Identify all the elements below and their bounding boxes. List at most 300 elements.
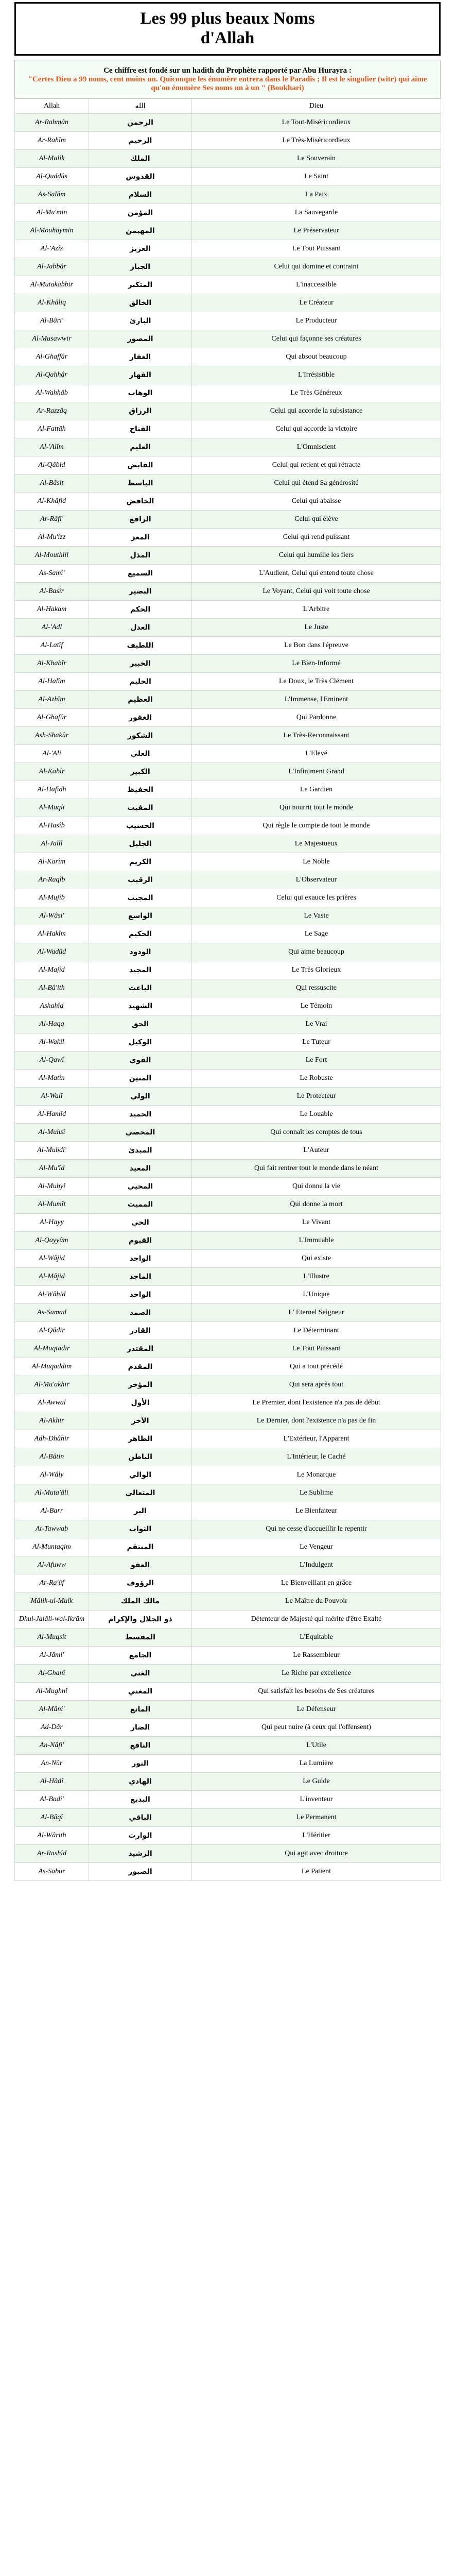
table-row <box>15 1232 441 1250</box>
name-transliteration: Al-Khâliq <box>15 294 89 312</box>
name-arabic: الشهيد <box>89 997 192 1015</box>
name-transliteration: Al-Hafîdh <box>15 781 89 799</box>
name-meaning: Le Bien-Informé <box>192 655 441 673</box>
name-transliteration: Al-Khâfid <box>15 493 89 511</box>
name-meaning: Le Maître du Pouvoir <box>192 1592 441 1611</box>
table-row <box>15 294 441 312</box>
name-transliteration: Al-Muntaqim <box>15 1538 89 1556</box>
name-arabic: الواسع <box>89 907 192 925</box>
name-transliteration: Adh-Dhâhir <box>15 1430 89 1448</box>
name-transliteration: Al-Qawî <box>15 1052 89 1070</box>
name-meaning: Le Tout Puissant <box>192 240 441 258</box>
name-arabic: الخالق <box>89 294 192 312</box>
table-row <box>15 817 441 835</box>
name-arabic: المصور <box>89 330 192 348</box>
name-arabic: الرحيم <box>89 132 192 150</box>
table-row <box>15 420 441 438</box>
table-row <box>15 1574 441 1592</box>
table-row <box>15 1863 441 1881</box>
name-meaning: Qui peut nuire (à ceux qui l'offensent) <box>192 1719 441 1737</box>
name-transliteration: Al-Matîn <box>15 1070 89 1088</box>
table-row <box>15 1178 441 1196</box>
name-transliteration: Al-Hamîd <box>15 1106 89 1124</box>
name-transliteration: Al-Muqsit <box>15 1629 89 1647</box>
name-transliteration: Al-Mubdi' <box>15 1142 89 1160</box>
name-meaning: Qui satisfait les besoins de Ses créatures <box>192 1683 441 1701</box>
name-transliteration: Al-Mu'îd <box>15 1160 89 1178</box>
table-row <box>15 1592 441 1611</box>
table-row <box>15 1052 441 1070</box>
name-transliteration: Al-Jabbâr <box>15 258 89 276</box>
table-row <box>15 673 441 691</box>
name-transliteration: Al-Ghafûr <box>15 709 89 727</box>
name-meaning: Le Vivant <box>192 1214 441 1232</box>
name-meaning: L'Audient, Celui qui entend toute chose <box>192 565 441 583</box>
name-meaning: Le Robuste <box>192 1070 441 1088</box>
table-row <box>15 1683 441 1701</box>
name-arabic: العدل <box>89 619 192 637</box>
table-row <box>15 168 441 186</box>
table-row <box>15 1358 441 1376</box>
name-meaning: Le Témoin <box>192 997 441 1015</box>
column-header-translit: Allah <box>15 99 89 114</box>
name-arabic: السميع <box>89 565 192 583</box>
name-arabic: الخافض <box>89 493 192 511</box>
table-row <box>15 150 441 168</box>
name-arabic: الحكيم <box>89 925 192 943</box>
table-row <box>15 727 441 745</box>
name-arabic: الباطن <box>89 1448 192 1466</box>
name-arabic: القهار <box>89 366 192 384</box>
name-arabic: الودود <box>89 943 192 961</box>
name-transliteration: An-Nûr <box>15 1755 89 1773</box>
table-row <box>15 565 441 583</box>
table-row <box>15 1322 441 1340</box>
table-row <box>15 1070 441 1088</box>
name-transliteration: Al-Wâly <box>15 1466 89 1484</box>
name-arabic: المغني <box>89 1683 192 1701</box>
name-transliteration: Al-'Ali <box>15 745 89 763</box>
table-row <box>15 132 441 150</box>
name-arabic: المعز <box>89 529 192 547</box>
name-arabic: الجبار <box>89 258 192 276</box>
name-arabic: البديع <box>89 1791 192 1809</box>
table-row <box>15 1665 441 1683</box>
table-row <box>15 1015 441 1033</box>
table-row <box>15 763 441 781</box>
name-transliteration: Al-Mouhaymin <box>15 222 89 240</box>
name-arabic: الحق <box>89 1015 192 1033</box>
name-arabic: النور <box>89 1755 192 1773</box>
name-arabic: المعيد <box>89 1160 192 1178</box>
name-transliteration: Ar-Râfi' <box>15 511 89 529</box>
name-arabic: المجيد <box>89 961 192 979</box>
name-arabic: المقدم <box>89 1358 192 1376</box>
name-transliteration: Al-Hâdî <box>15 1773 89 1791</box>
name-transliteration: Al-Khabîr <box>15 655 89 673</box>
name-arabic: المتعالي <box>89 1484 192 1502</box>
name-transliteration: Al-Hakîm <box>15 925 89 943</box>
name-arabic: ذو الجلال والإكرام <box>89 1611 192 1629</box>
name-meaning: Le Producteur <box>192 312 441 330</box>
name-meaning: L'Unique <box>192 1286 441 1304</box>
name-meaning: Celui qui rend puissant <box>192 529 441 547</box>
name-arabic: الهادي <box>89 1773 192 1791</box>
name-arabic: التواب <box>89 1520 192 1538</box>
name-meaning: Le Gardien <box>192 781 441 799</box>
name-arabic: الصبور <box>89 1863 192 1881</box>
table-row <box>15 1124 441 1142</box>
name-arabic: الواجد <box>89 1250 192 1268</box>
name-transliteration: Al-Musawwir <box>15 330 89 348</box>
table-row <box>15 1430 441 1448</box>
name-arabic: الرقيب <box>89 871 192 889</box>
name-meaning: L'Indulgent <box>192 1556 441 1574</box>
name-arabic: المنتقم <box>89 1538 192 1556</box>
table-row <box>15 1755 441 1773</box>
name-transliteration: Al-Wâsi' <box>15 907 89 925</box>
name-arabic: الظاهر <box>89 1430 192 1448</box>
name-transliteration: Al-Hayy <box>15 1214 89 1232</box>
table-row <box>15 493 441 511</box>
table-row <box>15 691 441 709</box>
name-meaning: Le Vengeur <box>192 1538 441 1556</box>
name-transliteration: Al-Basîr <box>15 583 89 601</box>
name-arabic: الملك <box>89 150 192 168</box>
table-row <box>15 438 441 456</box>
name-meaning: L'Auteur <box>192 1142 441 1160</box>
name-transliteration: Al-Qahhâr <box>15 366 89 384</box>
name-transliteration: As-Salâm <box>15 186 89 204</box>
name-meaning: L'inaccessible <box>192 276 441 294</box>
name-transliteration: Al-Halîm <box>15 673 89 691</box>
table-row <box>15 1286 441 1304</box>
table-row <box>15 1520 441 1538</box>
name-transliteration: Al-Jâmi' <box>15 1647 89 1665</box>
name-meaning: Le Majestueux <box>192 835 441 853</box>
name-arabic: الواحد <box>89 1286 192 1304</box>
table-row <box>15 547 441 565</box>
name-transliteration: Ar-Rahmân <box>15 114 89 132</box>
name-transliteration: Al-Muhyî <box>15 1178 89 1196</box>
title-line-1: Les 99 plus beaux Noms <box>140 9 315 28</box>
name-arabic: الغفور <box>89 709 192 727</box>
table-row <box>15 1412 441 1430</box>
name-meaning: Le Déterminant <box>192 1322 441 1340</box>
name-meaning: Le Dernier, dont l'existence n'a pas de fin <box>192 1412 441 1430</box>
name-meaning: L'Equitable <box>192 1629 441 1647</box>
name-transliteration: Al-Qâdir <box>15 1322 89 1340</box>
name-arabic: الكبير <box>89 763 192 781</box>
name-transliteration: Al-Wadûd <box>15 943 89 961</box>
name-transliteration: Al-'Alîm <box>15 438 89 456</box>
name-transliteration: Al-Ghanî <box>15 1665 89 1683</box>
name-meaning: Le Rassembleur <box>192 1647 441 1665</box>
table-row <box>15 1448 441 1466</box>
name-arabic: العليم <box>89 438 192 456</box>
name-arabic: العفو <box>89 1556 192 1574</box>
name-arabic: اللطيف <box>89 637 192 655</box>
name-meaning: Le Souverain <box>192 150 441 168</box>
column-header-arabic: الله <box>89 99 192 114</box>
name-transliteration: Ar-Razzâq <box>15 402 89 420</box>
name-transliteration: Al-'Adl <box>15 619 89 637</box>
table-row <box>15 511 441 529</box>
name-transliteration: Al-Mouthill <box>15 547 89 565</box>
name-meaning: Le Bon dans l'épreuve <box>192 637 441 655</box>
name-meaning: Qui donne la vie <box>192 1178 441 1196</box>
table-row <box>15 925 441 943</box>
name-arabic: الحميد <box>89 1106 192 1124</box>
name-meaning: Le Créateur <box>192 294 441 312</box>
name-meaning: La Sauvegarde <box>192 204 441 222</box>
name-meaning: Détenteur de Majesté qui mérite d'être Exalté <box>192 1611 441 1629</box>
name-arabic: المقيت <box>89 799 192 817</box>
table-row <box>15 1160 441 1178</box>
name-meaning: Qui ressuscite <box>192 979 441 997</box>
table-row <box>15 456 441 474</box>
name-transliteration: Ar-Ra'ûf <box>15 1574 89 1592</box>
table-row <box>15 204 441 222</box>
name-transliteration: Al-Hakam <box>15 601 89 619</box>
name-transliteration: Al-Mughnî <box>15 1683 89 1701</box>
name-arabic: الوكيل <box>89 1033 192 1052</box>
name-arabic: العظيم <box>89 691 192 709</box>
name-meaning: Le Très Glorieux <box>192 961 441 979</box>
name-meaning: Qui donne la mort <box>192 1196 441 1214</box>
name-arabic: الحكم <box>89 601 192 619</box>
name-transliteration: Al-Muta'âli <box>15 1484 89 1502</box>
table-row <box>15 889 441 907</box>
name-meaning: Celui qui abaisse <box>192 493 441 511</box>
table-row <box>15 114 441 132</box>
name-transliteration: Al-Mu'izz <box>15 529 89 547</box>
name-meaning: Celui qui exauce les prières <box>192 889 441 907</box>
name-meaning: Le Guide <box>192 1773 441 1791</box>
name-transliteration: Al-Muqît <box>15 799 89 817</box>
name-transliteration: Ad-Dâr <box>15 1719 89 1737</box>
table-row <box>15 799 441 817</box>
name-arabic: القيوم <box>89 1232 192 1250</box>
name-transliteration: Al-Bâtin <box>15 1448 89 1466</box>
name-meaning: Le Patient <box>192 1863 441 1881</box>
name-arabic: الحفيظ <box>89 781 192 799</box>
table-row <box>15 276 441 294</box>
name-transliteration: As-Samad <box>15 1304 89 1322</box>
name-transliteration: Al-Mâjid <box>15 1268 89 1286</box>
table-row <box>15 709 441 727</box>
name-arabic: النافع <box>89 1737 192 1755</box>
table-row <box>15 1106 441 1124</box>
table-row <box>15 655 441 673</box>
name-arabic: الأول <box>89 1394 192 1412</box>
name-transliteration: Dhul-Jalâli-wal-Ikrâm <box>15 1611 89 1629</box>
name-arabic: الضار <box>89 1719 192 1737</box>
table-row <box>15 1142 441 1160</box>
name-arabic: المبدئ <box>89 1142 192 1160</box>
name-meaning: Le Vaste <box>192 907 441 925</box>
name-arabic: السلام <box>89 186 192 204</box>
name-arabic: الكريم <box>89 853 192 871</box>
name-transliteration: An-Nâfi' <box>15 1737 89 1755</box>
name-transliteration: Al-Barr <box>15 1502 89 1520</box>
name-meaning: L'Infiniment Grand <box>192 763 441 781</box>
table-row <box>15 1791 441 1809</box>
column-header-meaning: Dieu <box>192 99 441 114</box>
name-transliteration: Al-Badî' <box>15 1791 89 1809</box>
name-arabic: البارئ <box>89 312 192 330</box>
name-transliteration: Ashahîd <box>15 997 89 1015</box>
name-transliteration: Al-Mu'min <box>15 204 89 222</box>
name-transliteration: Al-Karîm <box>15 853 89 871</box>
name-arabic: المتكبر <box>89 276 192 294</box>
name-meaning: Qui aime beaucoup <box>192 943 441 961</box>
name-arabic: الجليل <box>89 835 192 853</box>
name-meaning: L'Omniscient <box>192 438 441 456</box>
name-arabic: الرؤوف <box>89 1574 192 1592</box>
table-row <box>15 312 441 330</box>
table-row <box>15 1250 441 1268</box>
name-arabic: الوهاب <box>89 384 192 402</box>
intro-lead: Ce chiffre est fondé sur un hadith du Prophète rapporté par Abu Hurayra : <box>103 66 352 75</box>
name-arabic: الباقي <box>89 1809 192 1827</box>
name-arabic: الجامع <box>89 1647 192 1665</box>
page-title <box>19 9 436 48</box>
name-meaning: Celui qui façonne ses créatures <box>192 330 441 348</box>
name-arabic: المقسط <box>89 1629 192 1647</box>
name-arabic: الماجد <box>89 1268 192 1286</box>
name-arabic: البر <box>89 1502 192 1520</box>
table-row <box>15 402 441 420</box>
table-row <box>15 1304 441 1322</box>
name-arabic: البصير <box>89 583 192 601</box>
name-arabic: الصمد <box>89 1304 192 1322</box>
name-transliteration: Al-Walî <box>15 1088 89 1106</box>
name-meaning: Qui Pardonne <box>192 709 441 727</box>
name-meaning: L' Eternel Seigneur <box>192 1304 441 1322</box>
name-meaning: Le Protecteur <box>192 1088 441 1106</box>
name-transliteration: Al-Qâbid <box>15 456 89 474</box>
table-row <box>15 601 441 619</box>
name-meaning: Celui qui étend Sa générosité <box>192 474 441 493</box>
table-row <box>15 1647 441 1665</box>
name-meaning: Le Fort <box>192 1052 441 1070</box>
name-transliteration: Al-Malik <box>15 150 89 168</box>
name-meaning: Le Riche par excellence <box>192 1665 441 1683</box>
name-transliteration: Al-Bâqî <box>15 1809 89 1827</box>
table-row <box>15 1394 441 1412</box>
name-meaning: Le Louable <box>192 1106 441 1124</box>
name-meaning: Le Monarque <box>192 1466 441 1484</box>
name-arabic: العلي <box>89 745 192 763</box>
table-header-row <box>15 99 441 114</box>
name-meaning: Le Permanent <box>192 1809 441 1827</box>
name-meaning: Qui ne cesse d'accueillir le repentir <box>192 1520 441 1538</box>
name-meaning: L'Intérieur, le Caché <box>192 1448 441 1466</box>
name-arabic: الرشيد <box>89 1845 192 1863</box>
table-row <box>15 583 441 601</box>
name-meaning: Le Défenseur <box>192 1701 441 1719</box>
name-arabic: مالك الملك <box>89 1592 192 1611</box>
name-meaning: L'Irrésistible <box>192 366 441 384</box>
name-transliteration: Al-Jalîl <box>15 835 89 853</box>
name-arabic: الآخر <box>89 1412 192 1430</box>
name-transliteration: Al-Qayyûm <box>15 1232 89 1250</box>
name-meaning: Le Très-Reconnaissant <box>192 727 441 745</box>
table-row <box>15 997 441 1015</box>
name-meaning: La Lumière <box>192 1755 441 1773</box>
name-transliteration: Al-Muqaddim <box>15 1358 89 1376</box>
name-transliteration: Al-Mâni' <box>15 1701 89 1719</box>
name-transliteration: Al-Awwal <box>15 1394 89 1412</box>
name-arabic: الحي <box>89 1214 192 1232</box>
table-row <box>15 1556 441 1574</box>
table-row <box>15 961 441 979</box>
name-meaning: Qui fait rentrer tout le monde dans le néant <box>192 1160 441 1178</box>
name-arabic: الوالي <box>89 1466 192 1484</box>
name-transliteration: Al-Wahhâb <box>15 384 89 402</box>
name-transliteration: Al-'Azîz <box>15 240 89 258</box>
title-line-2: d'Allah <box>200 29 255 47</box>
table-row <box>15 871 441 889</box>
name-transliteration: Ar-Rahîm <box>15 132 89 150</box>
name-meaning: Celui qui accorde la subsistance <box>192 402 441 420</box>
name-arabic: المقتدر <box>89 1340 192 1358</box>
name-meaning: La Paix <box>192 186 441 204</box>
table-row <box>15 186 441 204</box>
name-transliteration: Ash-Shakûr <box>15 727 89 745</box>
name-arabic: المهيمن <box>89 222 192 240</box>
table-row <box>15 907 441 925</box>
name-arabic: الحسيب <box>89 817 192 835</box>
table-row <box>15 529 441 547</box>
table-row <box>15 1088 441 1106</box>
name-transliteration: Al-Mutakabbir <box>15 276 89 294</box>
table-row <box>15 1629 441 1647</box>
name-arabic: المؤخر <box>89 1376 192 1394</box>
table-row <box>15 853 441 871</box>
name-meaning: Le Noble <box>192 853 441 871</box>
name-meaning: Le Saint <box>192 168 441 186</box>
table-row <box>15 1701 441 1719</box>
table-row <box>15 1538 441 1556</box>
name-meaning: Le Très-Miséricordieux <box>192 132 441 150</box>
table-row <box>15 474 441 493</box>
name-arabic: المجيب <box>89 889 192 907</box>
name-transliteration: Al-Akhir <box>15 1412 89 1430</box>
table-row <box>15 1719 441 1737</box>
table-row <box>15 745 441 763</box>
name-meaning: Celui qui humilie les fiers <box>192 547 441 565</box>
name-arabic: الغني <box>89 1665 192 1683</box>
table-row <box>15 1033 441 1052</box>
name-meaning: Qui agit avec droiture <box>192 1845 441 1863</box>
table-row <box>15 1737 441 1755</box>
name-meaning: L'Héritier <box>192 1827 441 1845</box>
name-meaning: Le Sage <box>192 925 441 943</box>
name-arabic: المميت <box>89 1196 192 1214</box>
name-arabic: الوارث <box>89 1827 192 1845</box>
name-meaning: Celui qui domine et contraint <box>192 258 441 276</box>
name-transliteration: Al-Kabîr <box>15 763 89 781</box>
table-row <box>15 384 441 402</box>
name-meaning: Le Très Généreux <box>192 384 441 402</box>
names-table <box>14 98 441 1881</box>
name-transliteration: Al-Wakîl <box>15 1033 89 1052</box>
name-arabic: الحليم <box>89 673 192 691</box>
table-row <box>15 1466 441 1484</box>
name-meaning: Qui règle le compte de tout le monde <box>192 817 441 835</box>
